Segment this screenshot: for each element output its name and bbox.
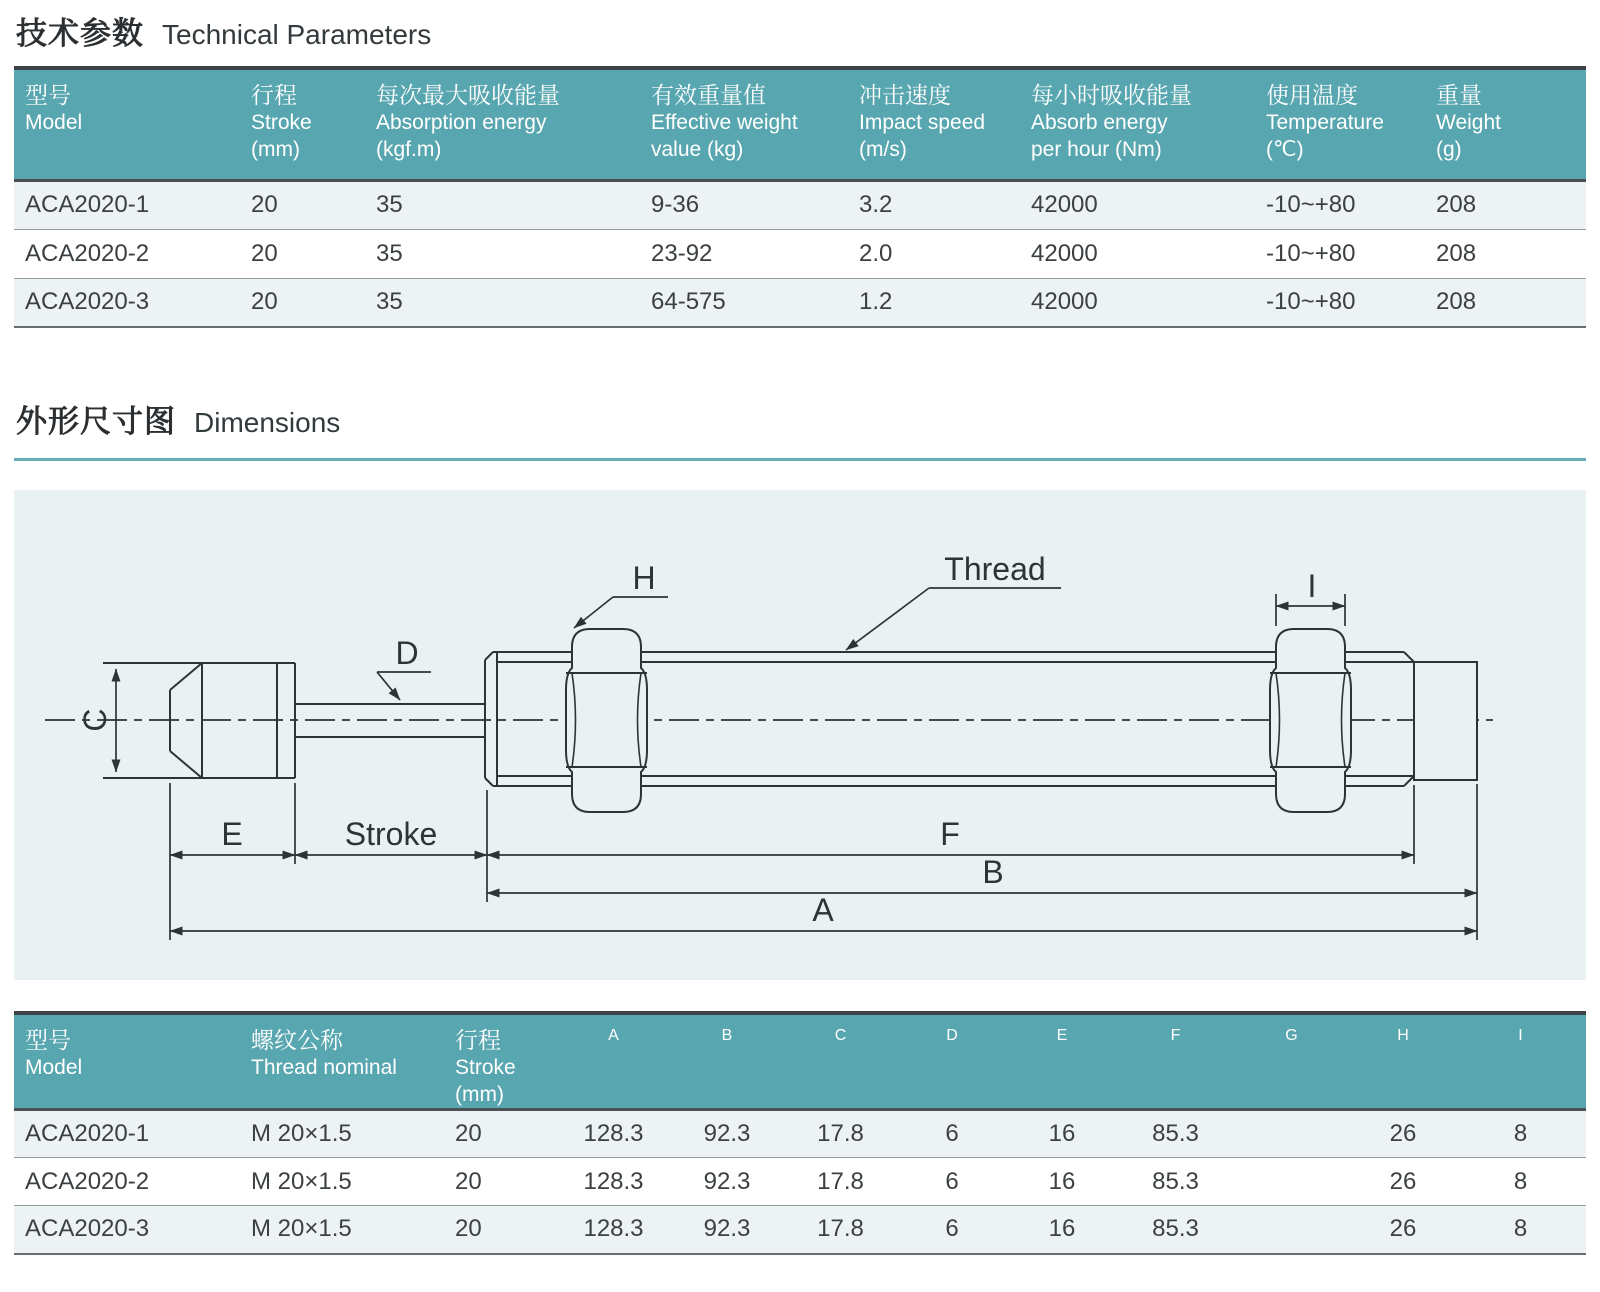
col-label-en: Absorption energy [376,111,547,134]
dimensions-title-en: Dimensions [194,407,341,438]
table-cell: 42000 [1031,191,1098,218]
col-label-en: Stroke (mm) [455,1056,516,1106]
tech-col-stroke [240,68,365,180]
table-cell: 85.3 [1152,1167,1199,1195]
dim-label-h: H [632,560,656,596]
table-row [14,180,1586,229]
dimensions-title [16,396,340,441]
technical-parameters-table [14,66,1586,328]
callout-leader-h [574,597,613,628]
table-cell: 8 [1513,1167,1528,1195]
tech-col-effective-weight [640,68,848,180]
table-cell: 8 [1513,1120,1528,1147]
table-cell: ACA2020-1 [25,191,150,218]
dim-label-stroke: Stroke [344,816,438,852]
table-cell: 92.3 [703,1120,751,1147]
table-cell: M 20×1.5 [251,1167,352,1195]
dim-label-thread: Thread [944,551,1046,587]
hex-nut-h [566,629,647,812]
table-cell: 92.3 [703,1215,751,1243]
table-cell: 128.3 [583,1215,644,1243]
table-cell: 9-36 [651,191,700,218]
dim-label-c: C [77,708,113,732]
table-cell: 92.3 [703,1167,751,1195]
table-cell: 16 [1048,1167,1076,1195]
section-divider-rule [14,458,1586,461]
dim-col-model [14,1013,240,1110]
table-cell: 2.0 [859,239,893,267]
table-cell: 35 [376,191,403,218]
tech-col-absorb-energy-per-hour [1020,68,1255,180]
table-cell: 8 [1513,1215,1528,1243]
table-cell: -10~+80 [1266,288,1356,316]
col-label-zh: 行程 [251,82,297,108]
dim-col-i: I [1459,1013,1586,1110]
table-cell: M 20×1.5 [251,1215,352,1243]
table-row [14,278,1586,327]
col-label-unit: (kgf.m) [376,138,442,161]
tech-col-model [14,68,240,180]
table-cell: 128.3 [583,1167,644,1195]
table-cell: 20 [455,1167,482,1195]
table-cell: ACA2020-1 [25,1120,150,1147]
dim-label-f: F [940,816,960,852]
dim-col-stroke [444,1013,559,1110]
col-label-en: Absorb energy [1031,111,1168,134]
dim-label-d: D [395,635,419,671]
table-cell: 23-92 [651,239,713,267]
table-row [14,1158,1586,1206]
table-row [14,1110,1586,1158]
end-cap [1414,662,1477,780]
tech-col-impact-speed [848,68,1020,180]
table-cell: 6 [945,1167,959,1195]
col-label-en: Temperature [1266,111,1384,134]
col-label-en: Model [25,1056,83,1079]
dim-col-b: B [672,1013,786,1110]
tech-table-header-row [14,68,1586,180]
dim-label-e: E [221,816,243,852]
dim-col-a: A [559,1013,672,1110]
table-cell: 16 [1048,1215,1076,1243]
table-cell: 17.8 [817,1167,864,1195]
col-label-zh: 行程 [455,1027,501,1053]
table-cell: 208 [1436,239,1477,267]
table-cell: -10~+80 [1266,191,1356,218]
table-cell: 20 [455,1120,482,1147]
dim-col-thread-nominal [240,1013,444,1110]
shock-absorber-dimension-diagram [14,490,1586,980]
table-cell [1236,1110,1351,1158]
col-label-unit: (g) [1436,138,1462,161]
dim-col-h: H [1351,1013,1459,1110]
table-cell: 35 [376,239,403,267]
dim-col-g: G [1236,1013,1351,1110]
col-label-zh: 型号 [25,82,71,108]
col-label-en: Thread nominal [251,1056,397,1079]
table-cell: 26 [1389,1215,1417,1243]
col-label-unit: (mm) [251,138,300,161]
table-cell: 85.3 [1152,1215,1199,1243]
tech-parameters-title [16,8,431,53]
table-cell: 85.3 [1152,1120,1199,1147]
col-label-unit: (m/s) [859,138,907,161]
table-cell: 20 [251,288,278,316]
table-cell: 208 [1436,288,1477,316]
col-label-zh: 型号 [25,1027,71,1053]
col-label-zh: 使用温度 [1266,82,1358,108]
dim-col-e: E [1009,1013,1119,1110]
callout-leader-thread [846,588,929,650]
col-label-zh: 每次最大吸收能量 [376,82,560,108]
table-cell: 16 [1048,1120,1076,1147]
table-cell: ACA2020-2 [25,1167,150,1195]
col-label-zh: 有效重量值 [651,82,766,108]
tech-col-weight [1425,68,1586,180]
table-cell: 128.3 [583,1120,644,1147]
dim-label-b: B [982,854,1004,890]
dim-col-f: F [1119,1013,1236,1110]
dim-label-i: I [1307,568,1317,604]
table-cell: M 20×1.5 [251,1120,352,1147]
table-cell: 42000 [1031,239,1098,267]
table-cell [1236,1158,1351,1206]
col-label-zh: 每小时吸收能量 [1031,82,1192,108]
table-cell: 17.8 [817,1120,864,1147]
col-label-zh: 冲击速度 [859,82,951,108]
dim-label-a: A [812,892,834,928]
table-cell: 64-575 [651,288,726,316]
table-cell: ACA2020-3 [25,1215,150,1243]
tech-parameters-title-en: Technical Parameters [162,19,432,50]
dim-col-d: D [899,1013,1009,1110]
table-cell [1236,1206,1351,1254]
col-label-en: Weight [1436,111,1501,134]
table-cell: ACA2020-2 [25,239,150,267]
table-cell: 17.8 [817,1215,864,1243]
table-cell: ACA2020-3 [25,288,150,316]
table-cell: 26 [1389,1167,1417,1195]
col-label-unit: (℃) [1266,138,1304,161]
table-cell: 35 [376,288,403,316]
table-cell: 1.2 [859,288,893,316]
col-label-en: Effective weight [651,111,798,134]
table-row [14,1206,1586,1254]
col-label-en: Model [25,111,83,134]
table-row [14,229,1586,278]
dim-table-header-row [14,1013,1586,1110]
dim-col-c: C [786,1013,899,1110]
col-label-en: Impact speed [859,111,986,134]
table-cell: 6 [945,1215,959,1243]
col-label-zh: 螺纹公称 [251,1027,343,1053]
tech-col-absorption-energy [365,68,640,180]
table-cell: 208 [1436,191,1477,218]
table-cell: 6 [945,1120,959,1147]
col-label-unit: per hour (Nm) [1031,138,1162,161]
tech-parameters-title-zh: 技术参数 [16,16,144,51]
table-cell: 20 [251,239,278,267]
col-label-en: Stroke [251,111,312,134]
table-cell: 20 [455,1215,482,1243]
col-label-zh: 重量 [1436,82,1482,108]
table-cell: 26 [1389,1120,1417,1147]
table-cell: 42000 [1031,288,1098,316]
dimensions-title-zh: 外形尺寸图 [16,404,176,439]
hex-nut-i [1270,629,1351,812]
table-cell: 20 [251,191,278,218]
dimensions-table [14,1011,1586,1255]
table-cell: 3.2 [859,191,893,218]
col-label-unit: value (kg) [651,138,744,161]
dimension-diagram-panel [14,490,1586,980]
callout-leader-d [377,672,400,700]
tech-col-temperature [1255,68,1425,180]
table-cell: -10~+80 [1266,239,1356,267]
